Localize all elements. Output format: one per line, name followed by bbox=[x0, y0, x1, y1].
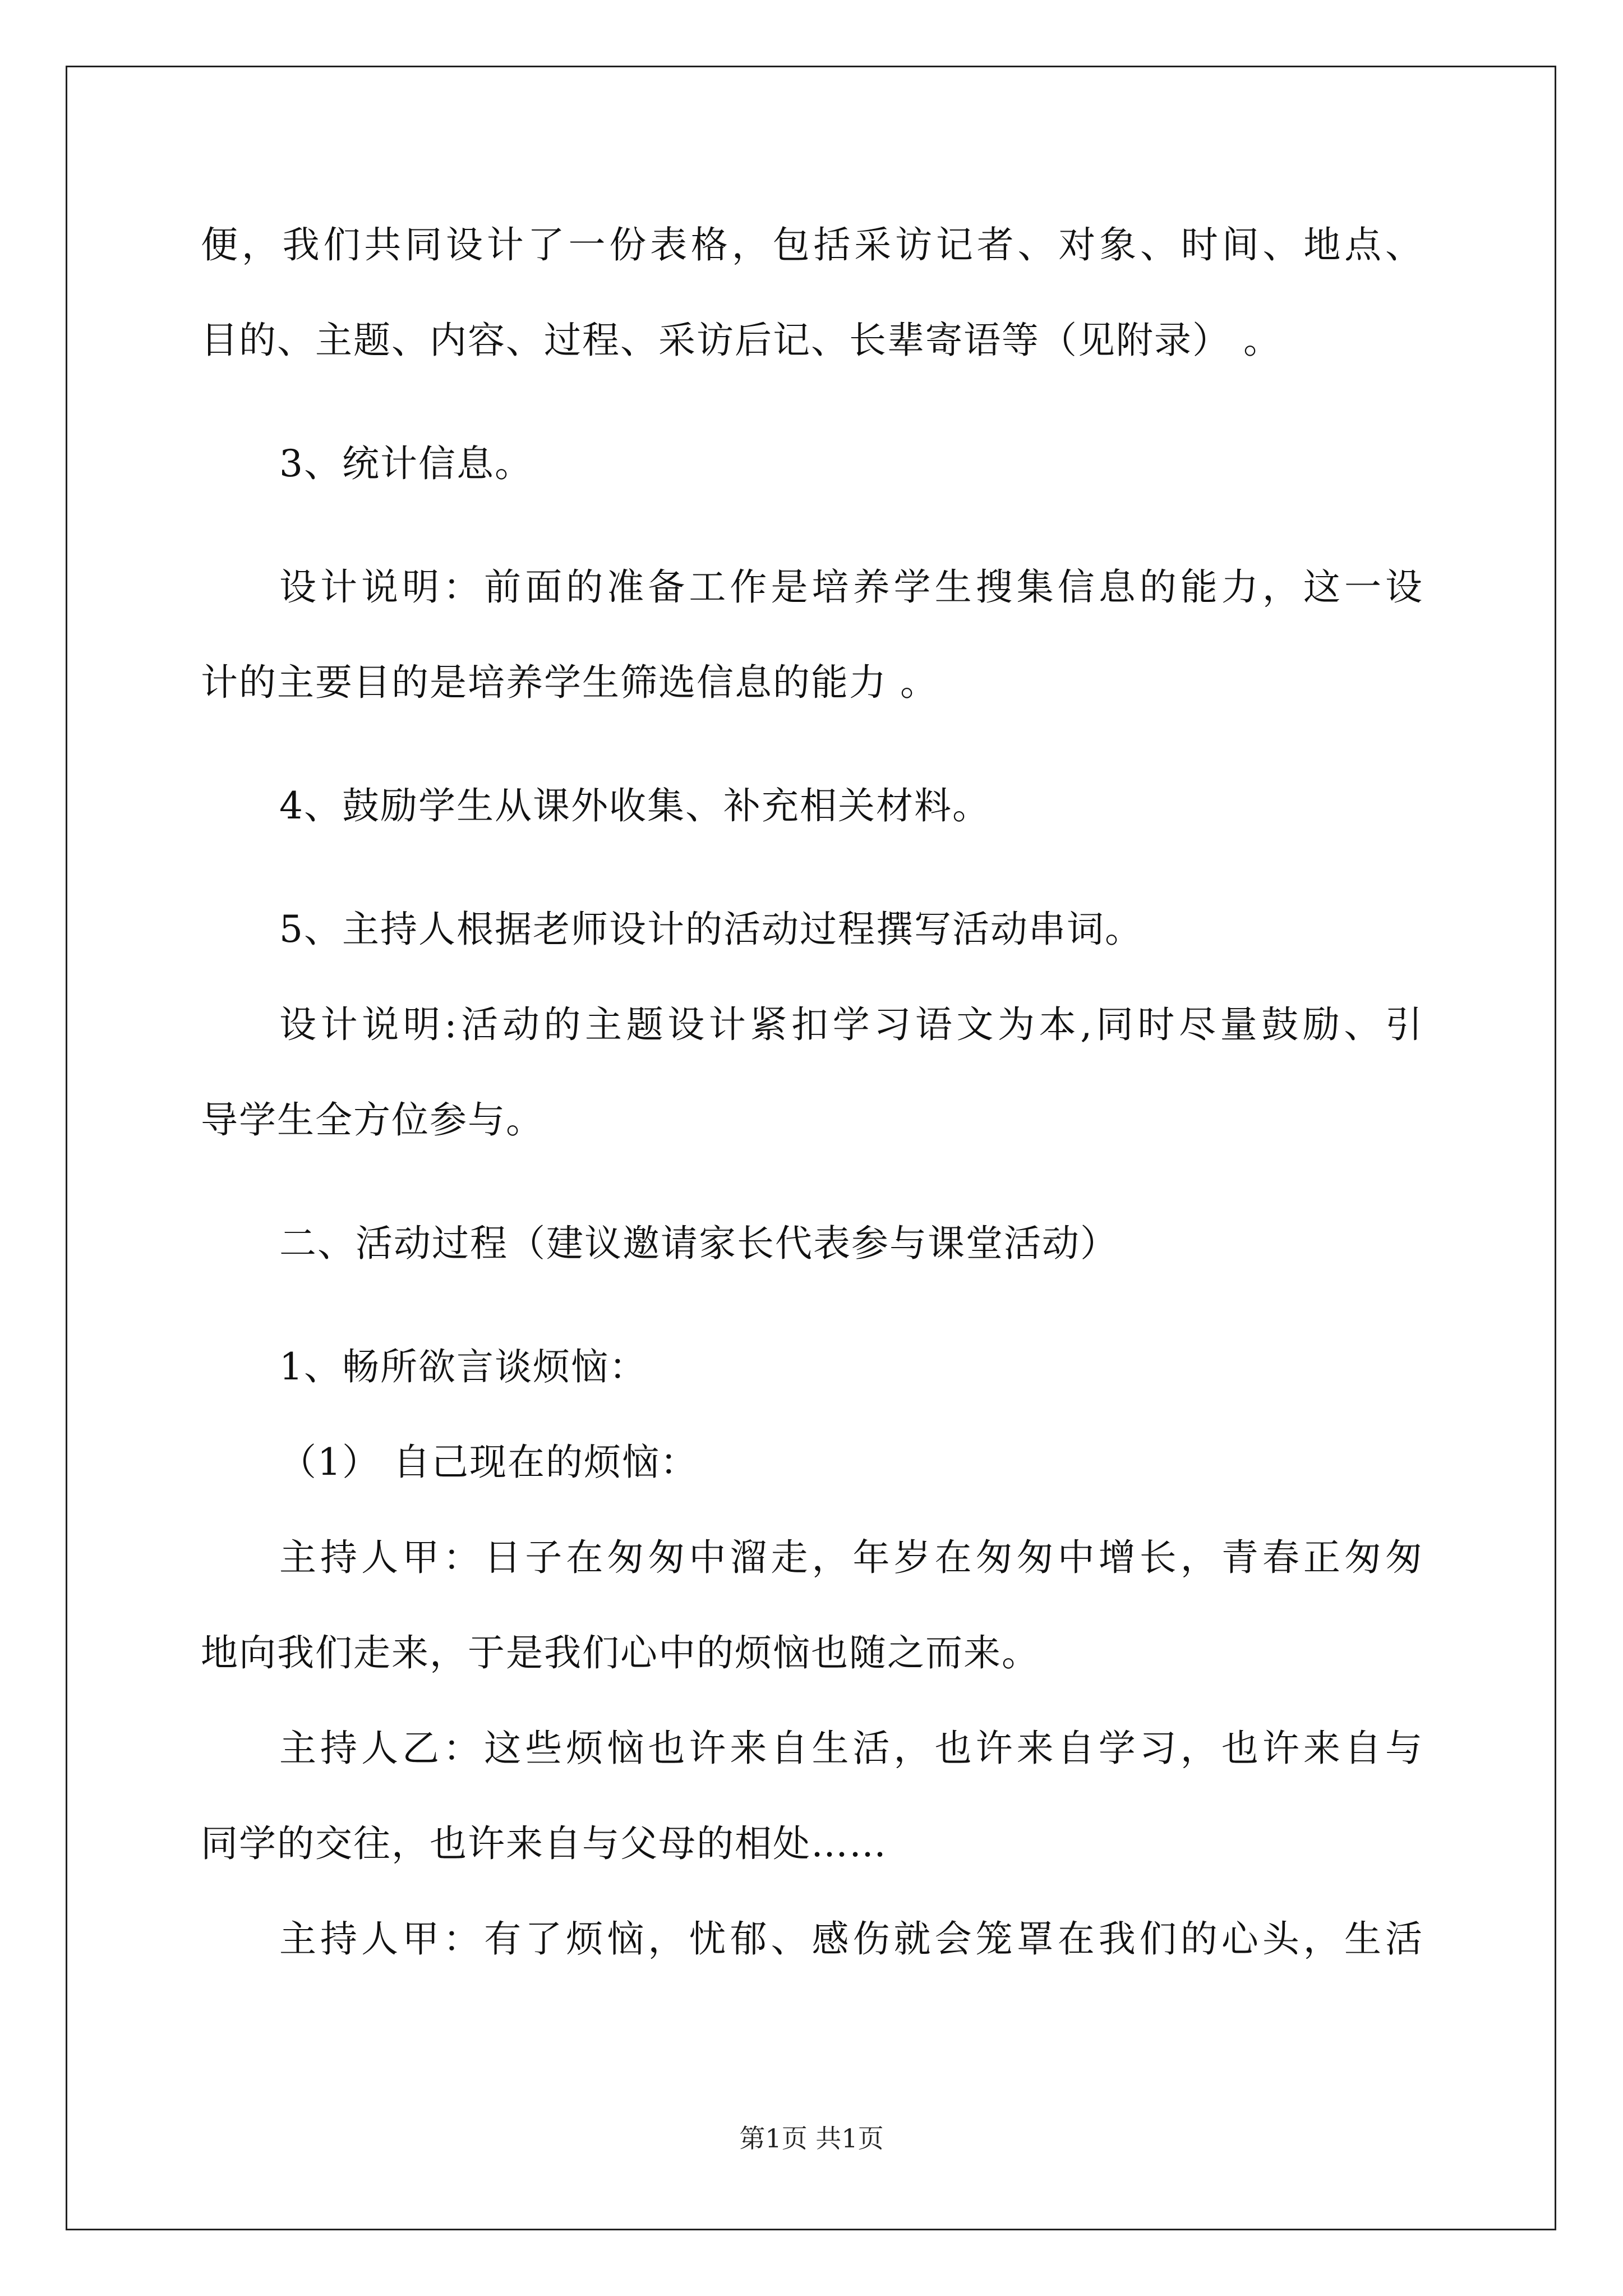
text-line-8: 设计说明:活动的主题设计紧扣学习语文为本,同时尽量鼓励、引 bbox=[279, 1003, 1423, 1046]
text-line-3: 3、统计信息。 bbox=[279, 442, 533, 485]
text-line-4: 设计说明：前面的准备工作是培养学生搜集信息的能力，这一设 bbox=[279, 565, 1423, 609]
text-line-13: 主持人甲：日子在匆匆中溜走，年岁在匆匆中增长，青春正匆匆 bbox=[279, 1536, 1423, 1579]
text-line-1: 便，我们共同设计了一份表格，包括采访记者、对象、时间、地点、 bbox=[201, 223, 1423, 266]
text-line-15: 主持人乙：这些烦恼也许来自生活，也许来自学习，也许来自与 bbox=[279, 1727, 1423, 1770]
text-line-2: 目的、主题、内容、过程、采访后记、长辈寄语等（见附录） 。 bbox=[201, 319, 1281, 362]
text-line-17: 主持人甲：有了烦恼，忧郁、感伤就会笼罩在我们的心头，生活 bbox=[279, 1917, 1423, 1961]
text-line-6: 4、鼓励学生从课外收集、补充相关材料。 bbox=[279, 784, 990, 827]
text-line-11: 1、畅所欲言谈烦恼： bbox=[279, 1345, 647, 1388]
text-line-12: （1） 自己现在的烦恼： bbox=[279, 1441, 698, 1484]
text-line-14: 地向我们走来，于是我们心中的烦恼也随之而来。 bbox=[201, 1631, 1040, 1674]
page-border bbox=[66, 66, 1556, 2230]
text-line-10: 二、活动过程（建议邀请家长代表参与课堂活动） bbox=[279, 1222, 1118, 1265]
text-line-5: 计的主要目的是培养学生筛选信息的能力 。 bbox=[201, 661, 938, 704]
text-line-7: 5、主持人根据老师设计的活动过程撰写活动串词。 bbox=[279, 908, 1143, 951]
page-footer: 第1页 共1页 bbox=[739, 2123, 884, 2154]
text-line-16: 同学的交往，也许来自与父母的相处…… bbox=[201, 1822, 887, 1865]
text-line-9: 导学生全方位参与。 bbox=[201, 1098, 544, 1142]
